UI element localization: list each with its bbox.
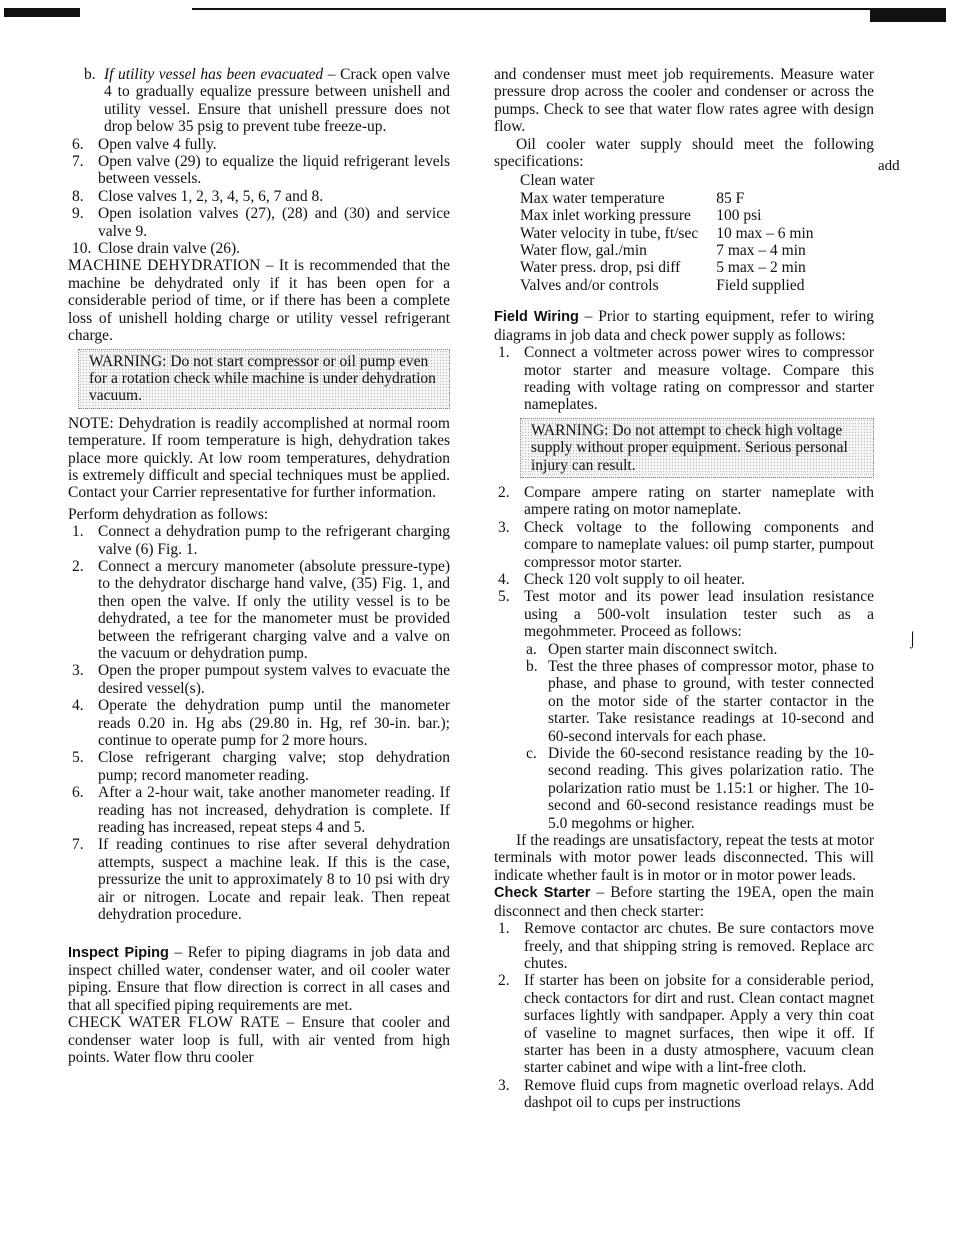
list-item-text: Test the three phases of compressor motor, phase to phase, and phase to ground, with tester connected on the motor side of the starter contactor in the starter. Take resistance readings at 10-second and 60-second intervals for each phase. [548, 658, 874, 745]
insulation-substeps-list [524, 641, 874, 832]
list-item-number: 7. [72, 153, 84, 171]
spec-row [520, 225, 814, 242]
list-item-text: Divide the 60-second resistance reading by the 10-second reading. This gives polarization ratio. The polarization ratio must be 1.15:1 or higher. The 10-second and 60-second resistance readings must be 5.0 megohms or higher. [548, 745, 874, 832]
water-flow-text: – Ensure that cooler and condenser water loop is full, with air vented from high points. Water flow thru cooler [68, 1014, 451, 1066]
spec-row [520, 277, 814, 294]
dehydration-warning-box: WARNING: Do not start compressor or oil pump even for a rotation check while machine is under dehydration vacuum. [78, 349, 450, 409]
oil-cooler-spec-table [520, 172, 814, 294]
list-item-text: Connect a dehydration pump to the refrigerant charging valve (6) Fig. 1. [98, 523, 450, 558]
check-starter-heading: Check Starter [494, 885, 591, 902]
list-item [68, 188, 450, 205]
list-item [494, 519, 874, 571]
dehydration-paragraph [68, 257, 450, 344]
list-item-number: 6. [72, 135, 84, 153]
spec-value [698, 172, 813, 189]
margin-mark: ⌡ [908, 632, 918, 648]
list-item [68, 523, 450, 558]
list-item-number: 2. [498, 483, 510, 501]
list-item [68, 205, 450, 240]
dehydration-text: – It is recommended that the machine be dehydrated only if it has been open for a considerable period of time, or if there has been a complete loss of unishell holding charge or utility vessel refrigerant charge. [68, 257, 450, 345]
list-item [494, 972, 874, 1076]
spec-label: Water press. drop, psi diff [520, 259, 681, 277]
dehydration-heading: MACHINE DEHYDRATION [68, 257, 261, 275]
oil-cooler-intro: Oil cooler water supply should meet the following specifications: [494, 135, 874, 171]
list-item-number: 3. [72, 662, 84, 680]
spec-value: 10 max – 6 min [716, 224, 814, 242]
list-item-number: 2. [498, 972, 510, 990]
list-item-number: 6. [72, 784, 84, 802]
list-item-number: b. [526, 658, 538, 675]
spec-value: 100 psi [716, 207, 762, 225]
wiring-step-1 [494, 344, 874, 414]
list-item [494, 344, 874, 414]
list-item [494, 920, 874, 972]
list-item-number: 2. [72, 557, 84, 575]
list-item [68, 153, 450, 188]
inspect-piping-heading: Inspect Piping [68, 944, 169, 961]
list-item-text: Open valve (29) to equalize the liquid refrigerant levels between vessels. [98, 153, 450, 188]
spec-value: 7 max – 4 min [716, 242, 806, 260]
list-item-number: 8. [72, 187, 84, 205]
starter-steps-list [494, 920, 874, 1111]
list-item-text: Connect a mercury manometer (absolute pressure-type) to the dehydrator discharge hand valve, (35) Fig. 1, and then open the valve. If only the utility vessel is to be dehydrated, a tee for the manometer must be provided between the refrigerant charging valve and a valve on the vacuum or dehydration pump. [98, 557, 450, 662]
unsatisfactory-paragraph: If the readings are unsatisfactory, repeat the tests at motor terminals with motor power leads disconnected. This will indicate whether fault is in motor or in motor power leads. [494, 832, 874, 884]
list-item-text: Close valves 1, 2, 3, 4, 5, 6, 7 and 8. [98, 187, 324, 205]
spec-row [520, 172, 814, 189]
right-column [494, 66, 874, 1112]
list-item [68, 784, 450, 836]
spec-value: 5 max – 2 min [716, 259, 806, 277]
inspect-piping-paragraph [68, 944, 450, 1015]
list-item-number: b. [84, 66, 96, 83]
list-item-text: Open valve 4 fully. [98, 135, 217, 153]
water-flow-paragraph [68, 1014, 450, 1066]
evacuated-steps [68, 66, 450, 136]
spec-row [520, 207, 814, 224]
list-item-number: 10. [72, 240, 92, 258]
list-item [524, 745, 874, 832]
list-item-text: Check voltage to the following components and compare to nameplate values: oil pump starter, pumpout compressor motor starter. [524, 518, 874, 571]
list-item-text: Operate the dehydration pump until the manometer reads 0.20 in. Hg abs (29.80 in. Hg, ref 30-in. bar.); continue to operate pump for 2 more hours. [98, 697, 450, 750]
spec-label: Valves and/or controls [520, 276, 659, 294]
list-item-text: Compare ampere rating on starter nameplate with ampere rating on motor nameplate. [524, 483, 874, 519]
list-item [494, 1077, 874, 1112]
list-item-text: Open isolation valves (27), (28) and (30) and service valve 9. [98, 205, 450, 240]
header-bar-right [870, 8, 946, 22]
perform-intro: Perform dehydration as follows: [68, 505, 269, 523]
margin-annotation: add [878, 158, 900, 174]
list-item-number: a. [526, 640, 537, 658]
list-item-text: If reading continues to rise after several dehydration attempts, suspect a machine leak. If this is the case, pressurize the unit to approximately 8 to 10 psi with dry air or nitrogen. Locate and repair leak. Then repeat dehydration procedure. [98, 836, 450, 924]
header-rule [192, 8, 944, 10]
spec-row [520, 259, 814, 276]
field-wiring-heading: Field Wiring [494, 309, 579, 326]
field-wiring-paragraph [494, 308, 874, 344]
list-item-number: c. [526, 745, 537, 763]
list-item-number: 1. [498, 344, 510, 362]
spec-label: Clean water [520, 172, 595, 190]
step-b-title: If utility vessel has been evacuated [104, 66, 324, 83]
spec-value: 85 F [716, 189, 745, 207]
list-item-number: 4. [72, 697, 84, 715]
list-item-text: Connect a voltmeter across power wires to compressor motor starter and measure voltage. Compare this reading with voltage rating on compressor and starter nameplates. [524, 344, 874, 414]
field-wiring-text: – Prior to starting equipment, refer to wiring diagrams in job data and check power supply as follows: [494, 308, 875, 344]
spec-label: Water flow, gal./min [520, 242, 647, 260]
list-item [494, 571, 874, 588]
list-item [524, 641, 874, 658]
list-item-number: 3. [498, 1076, 510, 1094]
list-item-number: 4. [498, 570, 510, 588]
list-item-text: After a 2-hour wait, take another manometer reading. If reading has not increased, dehydration is complete. If reading has increased, repeat steps 4 and 5. [98, 784, 450, 837]
list-item-text: Remove contactor arc chutes. Be sure contactors move freely, and that shipping string is removed. Replace arc chutes. [524, 920, 874, 972]
list-item [494, 484, 874, 519]
left-column [68, 66, 450, 1066]
voltage-warning-box: WARNING: Do not attempt to check high voltage supply without proper equipment. Serious personal injury can result. [520, 418, 874, 478]
list-item-text: Close drain valve (26). [98, 240, 241, 258]
list-item-text: Test motor and its power lead insulation resistance using a 500-volt insulation tester such as a megohmmeter. Proceed as follows: [524, 588, 874, 641]
list-item-number: 3. [498, 518, 510, 536]
water-flow-heading: CHECK WATER FLOW RATE [68, 1014, 280, 1032]
list-item-number: 1. [498, 920, 510, 938]
list-item [68, 558, 450, 662]
step-b-text: – Crack open valve 4 to gradually equalize pressure between unishell and utility vessel. Ensure that unishell pressure does not drop below 35 psig to prevent tube freeze-up. [104, 66, 450, 136]
list-item-text: Remove fluid cups from magnetic overload relays. Add dashpot oil to cups per instructions [524, 1076, 874, 1112]
wiring-steps-list [494, 484, 874, 641]
spec-value: Field supplied [716, 276, 805, 294]
list-item-number: 5. [72, 749, 84, 767]
check-starter-paragraph [494, 884, 874, 920]
dehydration-steps-list [68, 523, 450, 923]
list-item [68, 66, 450, 136]
list-item-text: Open the proper pumpout system valves to evacuate the desired vessel(s). [98, 662, 450, 697]
list-item-text: If starter has been on jobsite for a considerable period, check contactors for dirt and rust. Clean contact magnet surfaces lightly with sandpaper. Apply a very thin coat of vaseline to magnet surfaces, then wipe it off. If starter has been in a dusty atmosphere, vacuum clean starter cabinet and wipe with a lint-free cloth. [524, 972, 874, 1077]
check-starter-text: – Before starting the 19EA, open the main disconnect and then check starter: [494, 884, 874, 920]
list-item [68, 662, 450, 697]
list-item-number: 5. [498, 588, 510, 606]
flow-continued: and condenser must meet job requirements. Measure water pressure drop across the cooler and condenser or across the pumps. Check to see that water flow rates agree with design flow. [494, 66, 874, 136]
inspect-piping-text: – Refer to piping diagrams in job data and inspect chilled water, condenser water, and oil cooler water piping. Ensure that flow direction is correct in all cases and that all specified piping requirements are met. [68, 943, 450, 1014]
spec-label: Max inlet working pressure [520, 207, 691, 225]
list-item-number: 7. [72, 836, 84, 854]
list-item [494, 588, 874, 640]
list-item [68, 240, 450, 257]
dehydration-note: NOTE: Dehydration is readily accomplished at normal room temperature. If room temperature is high, dehydration takes place more quickly. At low room temperatures, dehydration is extremely difficult and special techniques must be applied. Contact your Carrier representative for further information. [68, 414, 450, 502]
spec-row [520, 190, 814, 207]
header-bar-left [4, 8, 80, 17]
list-item-text: Close refrigerant charging valve; stop dehydration pump; record manometer reading. [98, 749, 450, 784]
list-item [524, 658, 874, 745]
list-item [68, 697, 450, 749]
list-item [68, 136, 450, 153]
list-item [68, 836, 450, 923]
spec-label: Max water temperature [520, 189, 665, 207]
list-item-number: 9. [72, 205, 84, 223]
spec-label: Water velocity in tube, ft/sec [520, 224, 699, 242]
list-item-text: Check 120 volt supply to oil heater. [524, 570, 745, 588]
spec-row [520, 242, 814, 259]
list-item-number: 1. [72, 523, 84, 541]
valve-steps-list [68, 136, 450, 258]
list-item-text: Open starter main disconnect switch. [548, 640, 778, 658]
list-item [68, 749, 450, 784]
